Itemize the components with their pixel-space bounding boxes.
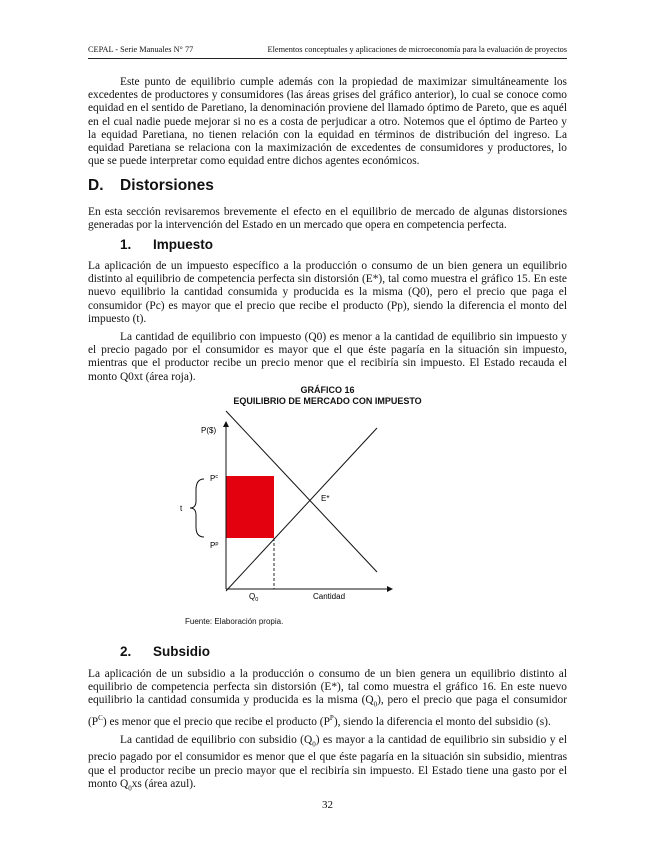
pp-label: $P^p$: [210, 541, 219, 550]
header-left: CEPAL - Serie Manuales N° 77: [88, 45, 194, 54]
x-axis-label: Cantidad: [313, 592, 346, 601]
section-d-title: Distorsiones: [120, 177, 214, 194]
tax-brace: [190, 479, 204, 537]
sub1-title: Impuesto: [153, 237, 214, 252]
tax-area: [226, 476, 274, 538]
equilibrium-label: E*: [321, 494, 330, 503]
sub1-number: 1.: [120, 237, 132, 252]
y-axis-label: P($): [201, 426, 217, 435]
sub1-paragraph-2: La cantidad de equilibrio con impuesto (Q0) es menor a la cantidad de equilibrio sin impuesto y el precio pagado por el consumidor es mayor que el que éste pagaría en la situación sin impuesto, mientras que el productor recibe un precio menor que el recibiría sin impuesto. El Estado recauda el monto Q0xt (área roja).: [88, 331, 567, 383]
t-label: t: [180, 504, 183, 513]
sub2-paragraph-1: La aplicación de un subsidio a la producción o consumo de un bien genera un equilibrio distinto al equilibrio de competencia perfecta sin distorsión (E*), tal como muestra el gráfico 16. En este nuevo equilibrio la cantidad consumida y producida es la misma $(Q_0)$, pero el precio que paga el consumidor $(P^C)$ es menor que el precio que recibe el producto $(P^P)$, siendo la diferencia el monto del subsidio (s).: [88, 668, 567, 728]
sub2-number: 2.: [120, 644, 132, 659]
sub2-title: Subsidio: [153, 644, 210, 659]
page-number: 32: [322, 799, 333, 811]
figure-title-line1: GRÁFICO 16: [300, 385, 355, 395]
section-d-paragraph: En esta sección revisaremos brevemente el efecto en el equilibrio de mercado de algunas distorsiones generadas por la intervención del Estado en un mercado que opera en competencia perfecta.: [88, 206, 567, 232]
pc-label: $P^c$: [210, 474, 219, 483]
figure-title-line2: EQUILIBRIO DE MERCADO CON IMPUESTO: [233, 396, 422, 406]
intro-paragraph: Este punto de equilibrio cumple además con la propiedad de maximizar simultáneamente los excedentes de productores y consumidores (las áreas grises del gráfico anterior), lo cual se conoce como equidad en el sentido de Paretiano, la denominación proviene del llamado óptimo de Pareto, que es aquél en el cual nadie puede mejorar si no es a costa de perjudicar a otro. Notemos que el óptimo de Parteo y la equidad Paretiana, no tienen relación con la equidad en términos de distribución del ingreso. La equidad Paretiana se relaciona con la maximización de excedentes de consumidores y productores, lo que se puede interpretar como equidad entre dichos agentes económicos.: [88, 76, 567, 168]
figure-source: Fuente: Elaboración propia.: [185, 617, 284, 626]
q0-label: $Q_0$: [249, 592, 259, 603]
header-right: Elementos conceptuales y aplicaciones de microeconomía para la evaluación de proyectos: [267, 45, 567, 54]
sub2-block: [88, 668, 567, 795]
sub2-heading: [88, 644, 567, 659]
section-d-number: D.: [88, 177, 104, 194]
sub2-paragraph-2: La cantidad de equilibrio con subsidio $(Q_0)$ es mayor a la cantidad de equilibrio sin subsidio y el precio pagado por el consumidor es menor que el que éste pagaría en la situación sin subsidio, mientras que el productor recibe un precio mayor que el recibiría sin impuesto. El Estado tiene una gasto por el monto $Q_0xs$ (área azul).: [88, 733, 567, 793]
sub1-paragraph-1: La aplicación de un impuesto específico a la producción o consumo de un bien genera un equilibrio distinto al equilibrio de competencia perfecta sin distorsión (E*), tal como muestra el gráfico 15. En este nuevo equilibrio la cantidad consumida y producida es la misma (Q0), pero el precio que paga el consumidor (Pc) es mayor que el precio que recibe el producto (Pp), siendo la diferencia el monto del impuesto (t).: [88, 260, 567, 325]
